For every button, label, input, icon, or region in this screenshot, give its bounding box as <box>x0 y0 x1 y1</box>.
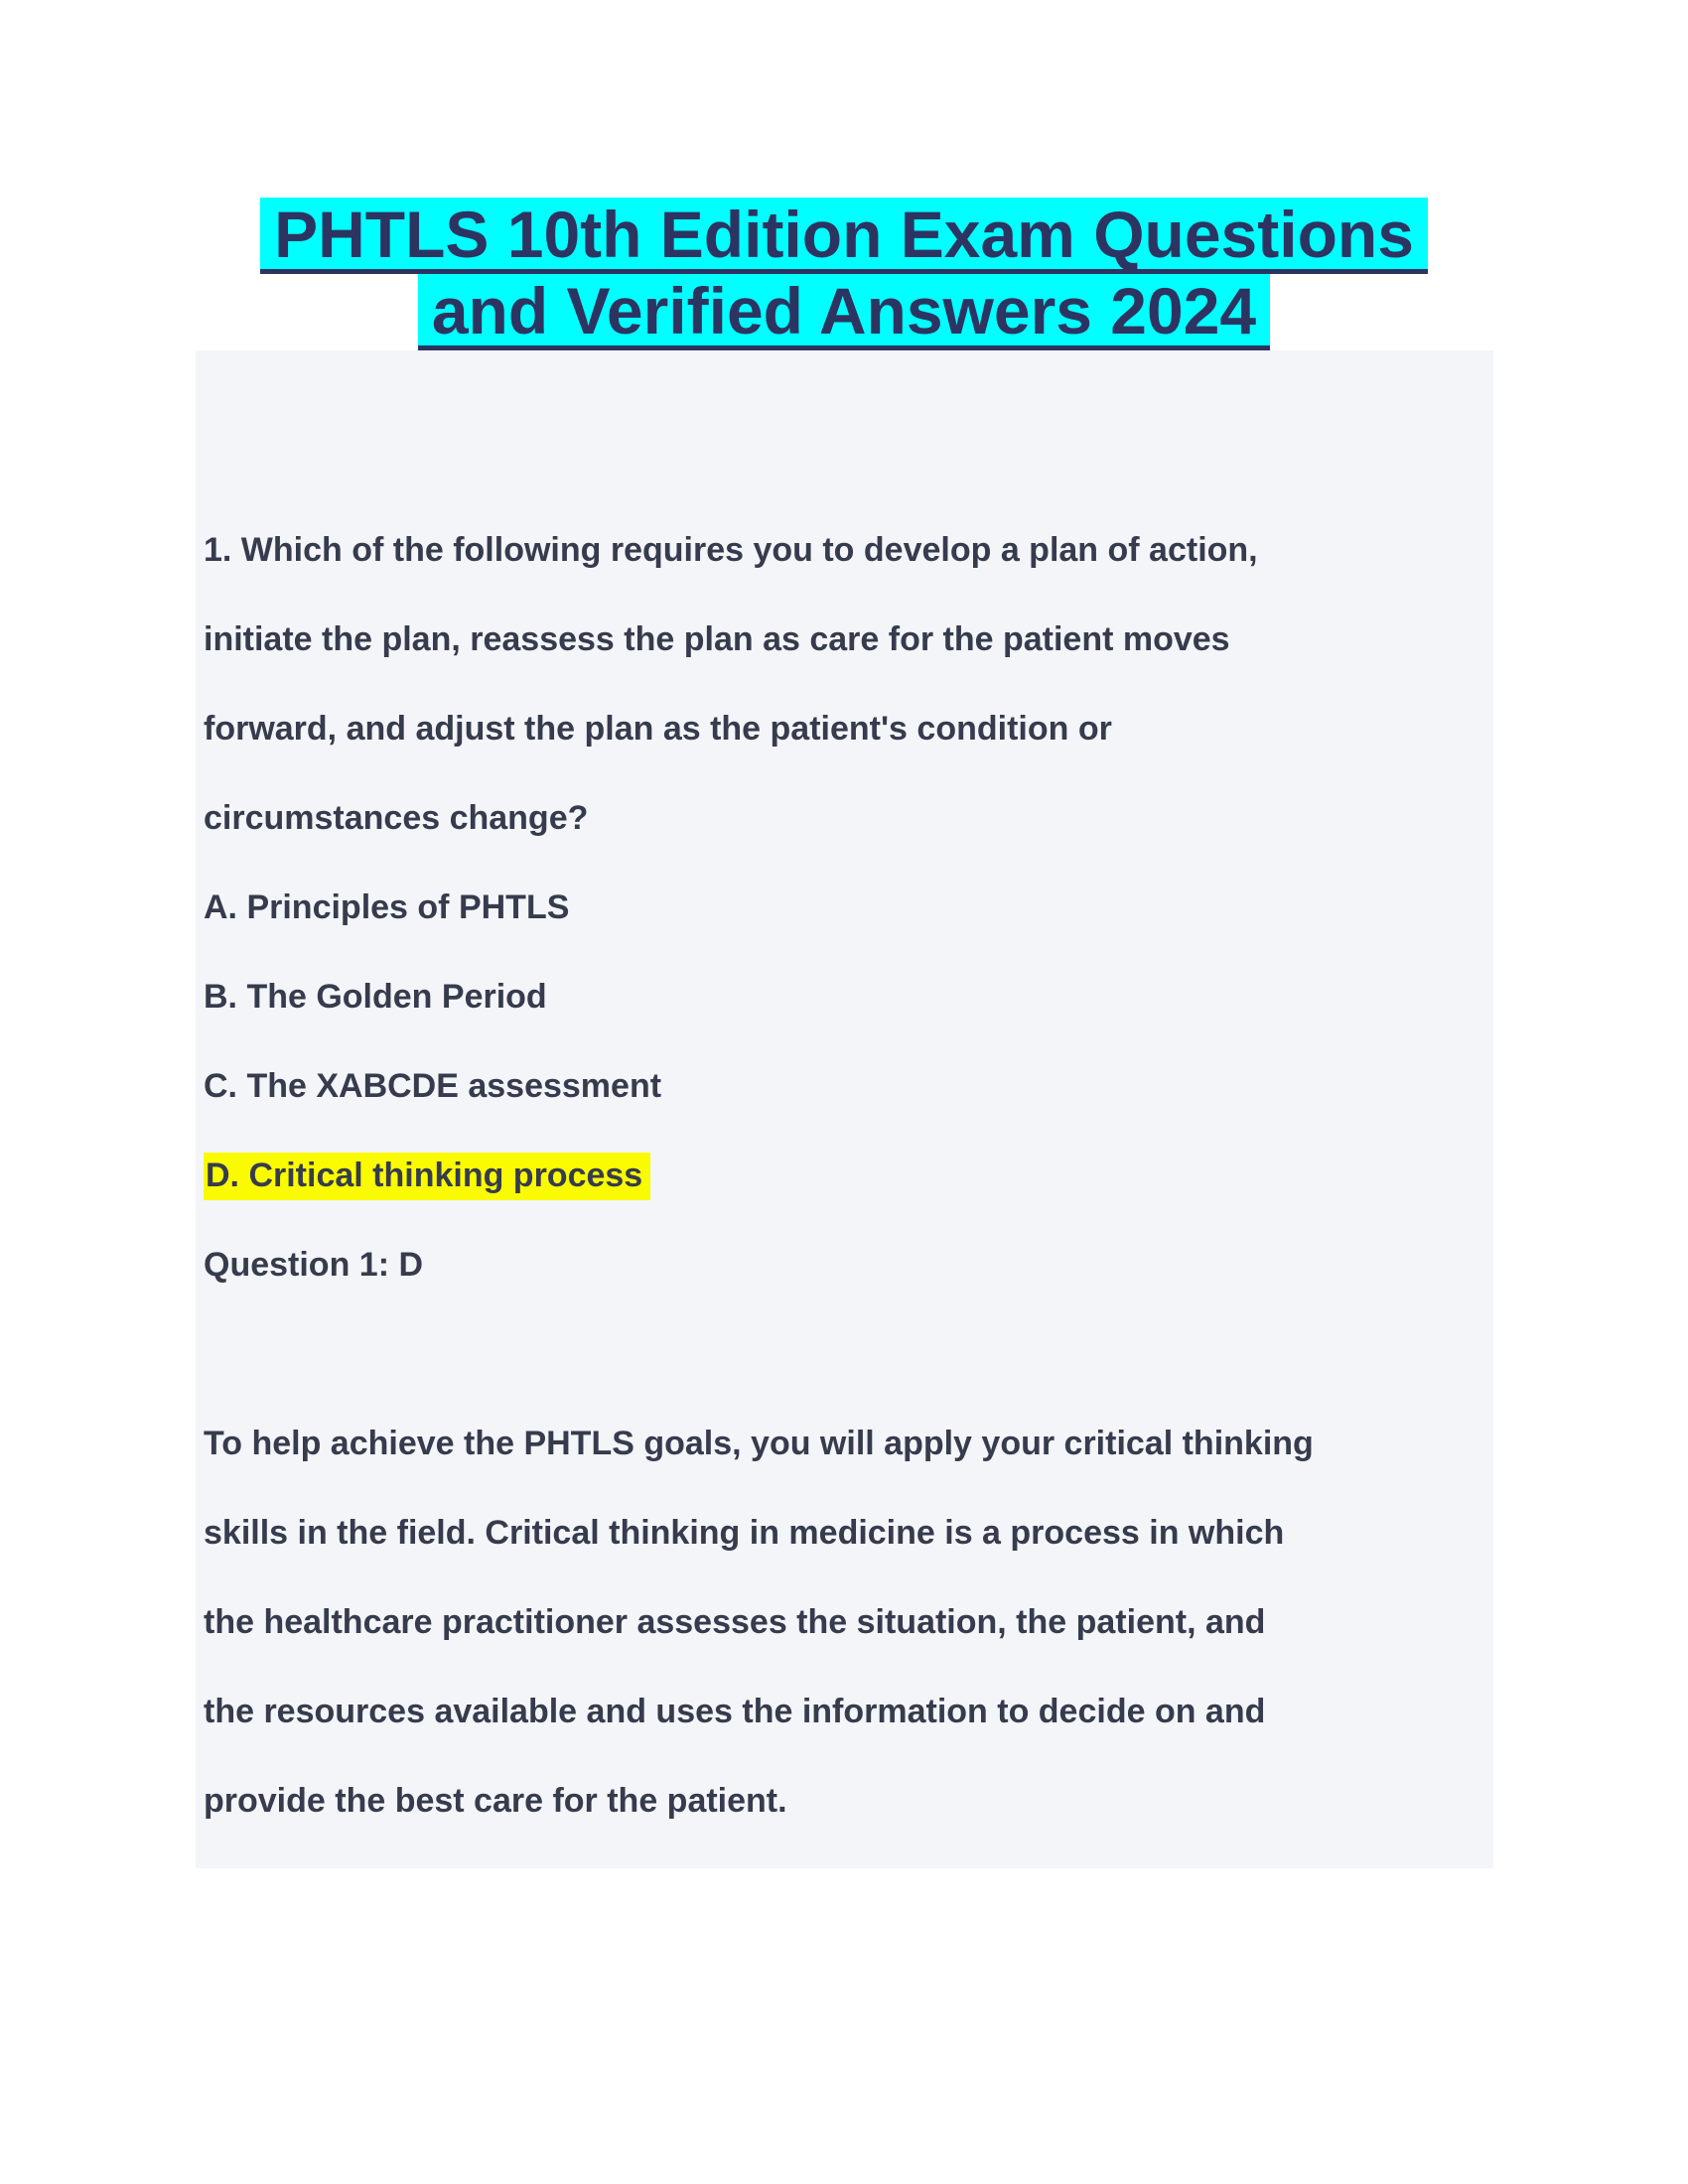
explanation-line-3: the healthcare practitioner assesses the situation, the patient, and <box>204 1603 1266 1641</box>
answer-option-d <box>204 1131 1483 1220</box>
title-row-1 <box>0 198 1688 274</box>
title-line-1: PHTLS 10th Edition Exam Questions <box>260 198 1428 274</box>
document-title <box>0 198 1688 350</box>
title-line-2: and Verified Answers 2024 <box>418 274 1270 350</box>
explanation-line-4: the resources available and uses the information to decide on and <box>204 1693 1266 1730</box>
answer-option-c: C. The XABCDE assessment <box>204 1067 662 1105</box>
explanation-line-5: provide the best care for the patient. <box>204 1782 787 1820</box>
answer-key-line: Question 1: D <box>204 1246 424 1284</box>
highlighted-correct-answer: D. Critical thinking process <box>204 1153 650 1200</box>
question-text-line-1: 1. Which of the following requires you to develop a plan of action, <box>204 531 1258 569</box>
answer-option-b: B. The Golden Period <box>204 978 547 1016</box>
title-row-2 <box>0 274 1688 350</box>
question-text-line-4: circumstances change? <box>204 799 589 837</box>
question-text-line-2: initiate the plan, reassess the plan as care for the patient moves <box>204 620 1230 658</box>
explanation-line-2: skills in the field. Critical thinking in medicine is a process in which <box>204 1514 1285 1552</box>
content-panel <box>196 350 1493 1868</box>
answer-option-a: A. Principles of PHTLS <box>204 888 570 926</box>
spacer-line <box>204 1309 1483 1399</box>
explanation-line-1: To help achieve the PHTLS goals, you will apply your critical thinking <box>204 1425 1314 1462</box>
question-text-line-3: forward, and adjust the plan as the patient's condition or <box>204 710 1112 748</box>
document-page <box>0 198 1688 2184</box>
